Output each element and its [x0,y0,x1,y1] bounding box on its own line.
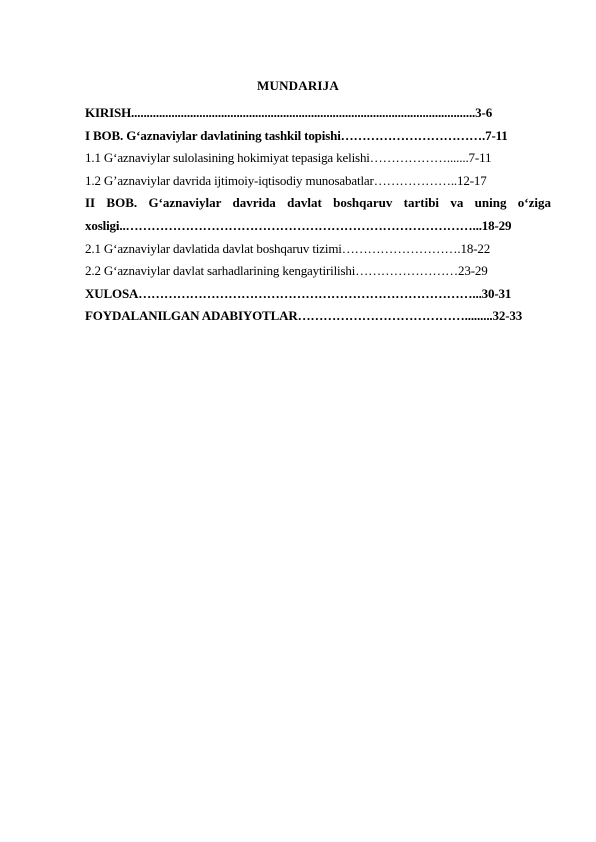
toc-entry-chapter-2-continued: xosligi..………………………………………………………………………...18-29 [85,217,512,233]
toc-entry-xulosa: XULOSA……………………………………………………………………...30-31 [85,285,512,301]
toc-entry-section-2-2: 2.2 G‘aznaviylar davlat sarhadlarining kengaytirilishi……………………23-29 [85,263,488,279]
toc-entry-section-2-1: 2.1 G‘aznaviylar davlatida davlat boshqaruv tizimi……………………….18-22 [85,240,491,256]
table-of-contents [85,102,551,328]
page-title: MUNDARIJA [257,78,339,93]
toc-entry-chapter-1: I BOB. G‘aznaviylar davlatining tashkil topishi…………………………….7-11 [85,127,508,143]
toc-entry-kirish: KIRISH...............................................................................................................3-6 [85,105,493,120]
toc-entry-section-1-1: 1.1 G‘aznaviylar sulolasining hokimiyat tepasiga kelishi……………….......7-11 [85,150,492,166]
toc-entry-bibliography: FOYDALANILGAN ADABIYOTLAR………………………………….........32-33 [85,308,523,324]
toc-entry-chapter-2: II BOB. G‘aznaviylar davrida davlat boshqaruv tartibi va uning o‘ziga [85,195,551,211]
toc-entry-section-1-2: 1.2 G’aznaviylar davrida ijtimoiy-iqtisodiy munosabatlar………………..12-17 [85,172,487,188]
